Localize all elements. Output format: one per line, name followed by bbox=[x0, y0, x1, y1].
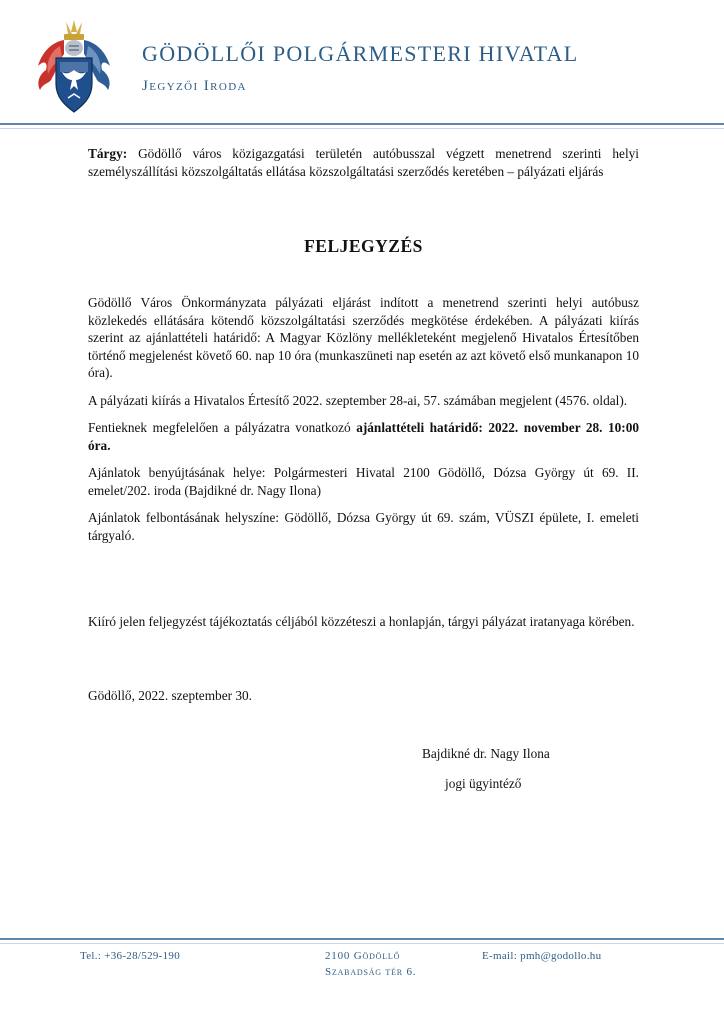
document-body bbox=[88, 145, 639, 791]
footer-divider-thin bbox=[0, 943, 724, 944]
date-line: Gödöllő, 2022. szeptember 30. bbox=[88, 688, 252, 703]
letterhead bbox=[0, 0, 724, 128]
footer-city: 2100 Gödöllő bbox=[325, 950, 401, 962]
paragraph-opening-place: Ajánlatok felbontásának helyszíne: Gödöllő, Dózsa György út 69. szám, VÜSZI épülete, I. emeleti tárgyaló. bbox=[88, 510, 639, 543]
footer-street: Szabadság tér 6. bbox=[325, 966, 417, 978]
deadline-value: ajánlattételi határidő: 2022. november 28. 10:00 óra. bbox=[88, 420, 639, 453]
footer-divider bbox=[0, 938, 724, 940]
footer-email: E-mail: pmh@godollo.hu bbox=[482, 950, 602, 962]
body-paragraphs bbox=[88, 294, 639, 554]
subject-line bbox=[88, 145, 639, 180]
paragraph-deadline bbox=[88, 419, 639, 454]
signer-role: jogi ügyintéző bbox=[445, 776, 522, 791]
coat-of-arms-icon bbox=[34, 18, 114, 116]
document-title: FELJEGYZÉS bbox=[304, 236, 423, 256]
footer-phone: Tel.: +36-28/529-190 bbox=[80, 950, 181, 962]
paragraph-publication: A pályázati kiírás a Hivatalos Értesítő 2022. szeptember 28-ai, 57. számában megjelent (4576. oldal). bbox=[88, 392, 628, 408]
subject-label: Tárgy: bbox=[88, 146, 128, 161]
office-subtitle: Jegyzői Iroda bbox=[142, 78, 247, 94]
paragraph-submission-place: Ajánlatok benyújtásának helye: Polgármesteri Hivatal 2100 Gödöllő, Dózsa György út 69. II. emelet/202. iroda (Bajdikné dr. Nagy Ilona) bbox=[88, 465, 639, 498]
header-divider-thin bbox=[0, 128, 724, 129]
header-divider bbox=[0, 123, 724, 125]
office-title: GÖDÖLLŐI POLGÁRMESTERI HIVATAL bbox=[142, 41, 579, 66]
signer-name: Bajdikné dr. Nagy Ilona bbox=[422, 746, 550, 761]
paragraph-publication-notice: Kiíró jelen feljegyzést tájékoztatás céljából közzéteszi a honlapján, tárgyi pályázat iratanyaga körében. bbox=[88, 614, 635, 629]
subject-text: Gödöllő város közigazgatási területén autóbusszal végzett menetrend szerinti helyi személyszállítási közszolgáltatás ellátása közszolgáltatási szerződés keretében – pályázati eljárás bbox=[88, 146, 639, 179]
deadline-intro: Fentieknek megfelelően a pályázatra vonatkozó bbox=[88, 420, 357, 435]
paragraph-procedure: Gödöllő Város Önkormányzata pályázati eljárást indított a menetrend szerinti helyi autóbusz közlekedés ellátására kötendő közszolgáltatási szerződés megkötése érdekében. A pályázati kiírás szerint az ajánlattételi határidő: A Magyar Közlöny mellékleteként megjelenő Hivatalos Értesítőben történő megjelenést követő 60. nap 10 óra (munkaszüneti nap esetén az azt követő első munkanapon 10 óra). bbox=[88, 295, 639, 380]
